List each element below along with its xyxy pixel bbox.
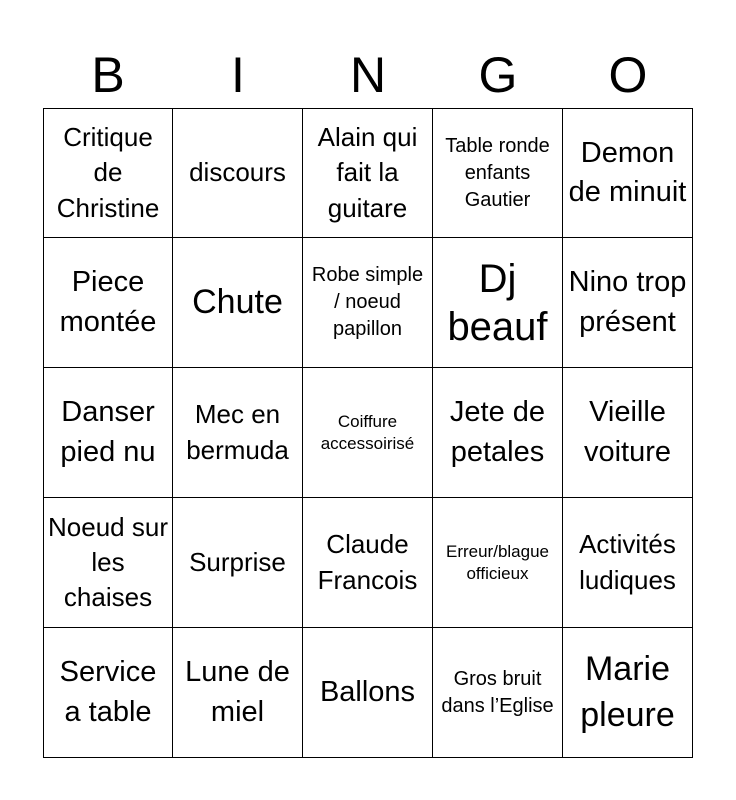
bingo-cell[interactable] (43, 628, 173, 758)
bingo-cell[interactable] (43, 368, 173, 498)
bingo-cell[interactable] (303, 108, 433, 238)
cell-text: Table ronde enfants Gautier (445, 134, 550, 211)
bingo-cell[interactable] (563, 108, 693, 238)
bingo-cell[interactable] (303, 628, 433, 758)
bingo-cell[interactable] (173, 498, 303, 628)
bingo-cell[interactable] (433, 368, 563, 498)
cell-text: Coiffure accessoirisé (320, 412, 415, 453)
bingo-cell[interactable] (563, 628, 693, 758)
cell-text: Noeud sur les chaises (48, 511, 168, 613)
bingo-cell[interactable] (433, 628, 563, 758)
bingo-cell[interactable] (433, 238, 563, 368)
bingo-cell[interactable] (303, 498, 433, 628)
header-letter-n: N (349, 47, 387, 103)
cell-text: Nino trop présent (568, 266, 687, 338)
bingo-cell[interactable] (173, 368, 303, 498)
bingo-cell[interactable] (563, 238, 693, 368)
cell-text: Chute (192, 282, 283, 321)
header-letter-o: O (608, 47, 648, 103)
bingo-cell[interactable] (43, 498, 173, 628)
bingo-cell[interactable] (173, 238, 303, 368)
bingo-cell[interactable] (173, 628, 303, 758)
cell-text: Critique de Christine (56, 122, 160, 223)
cell-text: Dj beauf (447, 256, 548, 349)
cell-text: Alain qui fait la guitare (317, 122, 418, 223)
bingo-cell[interactable] (563, 368, 693, 498)
bingo-board (43, 108, 693, 758)
cell-text: Lune de miel (185, 656, 290, 728)
bingo-cell[interactable] (43, 108, 173, 238)
bingo-cell[interactable] (303, 238, 433, 368)
bingo-cell[interactable] (433, 108, 563, 238)
bingo-cell[interactable] (563, 498, 693, 628)
cell-text: Demon de minuit (568, 136, 687, 208)
bingo-cell[interactable] (303, 368, 433, 498)
cell-text: Ballons (319, 675, 416, 708)
cell-text: Piece montée (59, 266, 157, 338)
cell-text: Surprise (189, 546, 286, 577)
cell-text: Service a table (59, 656, 157, 728)
bingo-header (43, 42, 693, 108)
cell-text: Marie pleure (580, 649, 675, 734)
bingo-cell[interactable] (173, 108, 303, 238)
bingo-cell[interactable] (43, 238, 173, 368)
cell-text: Vieille voiture (583, 396, 672, 468)
cell-text: Mec en bermuda (186, 399, 289, 465)
header-letter-i: I (231, 47, 245, 103)
cell-text: Danser pied nu (60, 396, 156, 468)
cell-text: discours (189, 157, 286, 188)
cell-text: Robe simple / noeud papillon (311, 264, 424, 340)
cell-text: Activités ludiques (579, 529, 676, 595)
cell-text: Claude Francois (317, 529, 418, 595)
header-letter-b: B (91, 47, 125, 103)
cell-text: Erreur/blague officieux (445, 542, 549, 583)
bingo-cell[interactable] (433, 498, 563, 628)
cell-text: Gros bruit dans l’Eglise (441, 667, 554, 717)
header-letter-g: G (478, 47, 518, 103)
cell-text: Jete de petales (449, 396, 546, 468)
